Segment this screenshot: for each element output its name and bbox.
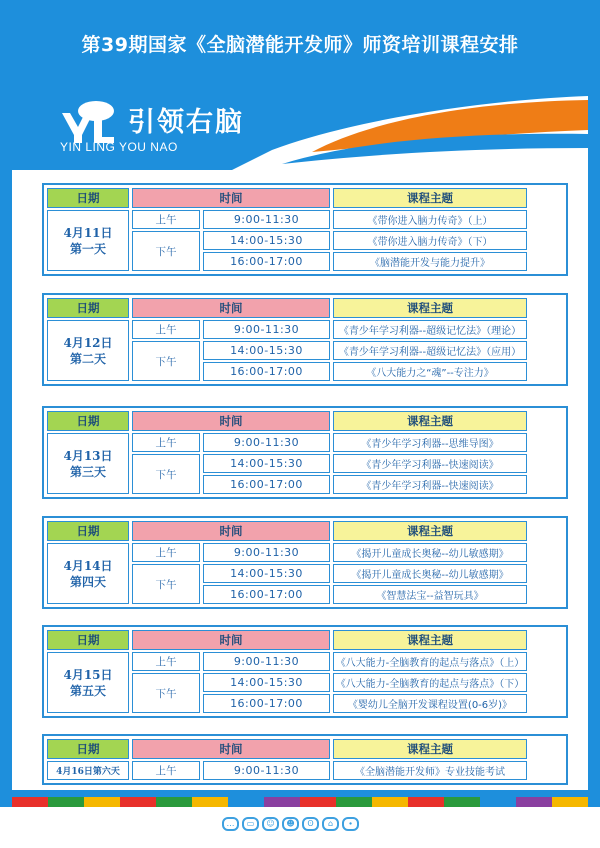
slot-pm: 下午 (132, 673, 200, 713)
topic-cell: 《青少年学习利器--快速阅读》 (333, 454, 527, 473)
time-cell: 14:00-15:30 (203, 341, 330, 360)
topic-cell: 《青少年学习利器--超级记忆法》（理论） (333, 320, 527, 339)
brain-logo-icon (56, 99, 122, 145)
schedule-panel (12, 90, 588, 790)
day-label: 第二天 (69, 351, 106, 366)
slot-pm: 下午 (132, 454, 200, 494)
topic-cell: 《八大能力-全脑教育的起点与落点》（下） (333, 673, 527, 692)
stripe-segment (228, 797, 264, 807)
stripe-segment (516, 797, 552, 807)
header-date: 日期 (47, 630, 129, 650)
time-cell: 9:00-11:30 (203, 543, 330, 562)
final-day-block (42, 734, 568, 785)
time-cell: 16:00-17:00 (203, 585, 330, 604)
day-schedule-block (42, 516, 568, 609)
time-cell: 16:00-17:00 (203, 362, 330, 381)
topic-cell: 《八大能力-全脑教育的起点与落点》（上） (333, 652, 527, 671)
day-label: 第四天 (69, 574, 106, 589)
header-time: 时间 (132, 411, 330, 431)
topic-cell: 《青少年学习利器--超级记忆法》（应用） (333, 341, 527, 360)
slot-am: 上午 (132, 761, 200, 780)
slot-am: 上午 (132, 652, 200, 671)
day-schedule-block (42, 183, 568, 276)
date-cell (47, 210, 129, 271)
date-label: 4月14日 (63, 558, 113, 573)
header-time: 时间 (132, 298, 330, 318)
day-label: 第一天 (69, 241, 106, 256)
header-time: 时间 (132, 521, 330, 541)
topic-cell: 《婴幼儿全脑开发课程设置(0-6岁)》 (333, 694, 527, 713)
time-cell: 16:00-17:00 (203, 475, 330, 494)
date-cell: 4月16日第六天 (47, 761, 129, 780)
header-date: 日期 (47, 298, 129, 318)
stripe-segment (480, 797, 516, 807)
stripe-segment (444, 797, 480, 807)
topic-cell: 《脑潜能开发与能力提升》 (333, 252, 527, 271)
time-cell: 9:00-11:30 (203, 652, 330, 671)
speech-bubble-icon: … (222, 817, 239, 831)
stripe-segment (264, 797, 300, 807)
topic-cell: 《带你进入脑力传奇》（下） (333, 231, 527, 250)
topic-cell: 《智慧法宝--益智玩具》 (333, 585, 527, 604)
date-label: 4月11日 (63, 225, 113, 240)
stripe-segment (156, 797, 192, 807)
time-cell: 9:00-11:30 (203, 320, 330, 339)
date-cell (47, 652, 129, 713)
date-label: 4月13日 (63, 448, 113, 463)
date-cell (47, 433, 129, 494)
stripe-segment (12, 797, 48, 807)
slot-am: 上午 (132, 320, 200, 339)
topic-cell: 《揭开儿童成长奥秘--幼儿敏感期》 (333, 564, 527, 583)
header-topic: 课程主题 (333, 188, 527, 208)
header-topic: 课程主题 (333, 630, 527, 650)
day-label: 第三天 (69, 464, 106, 479)
chat-bubble-icon: ∙ (342, 817, 359, 831)
time-cell: 14:00-15:30 (203, 673, 330, 692)
slot-am: 上午 (132, 433, 200, 452)
date-label: 4月15日 (63, 667, 113, 682)
day-schedule-block (42, 625, 568, 718)
stripe-segment (336, 797, 372, 807)
stripe-segment (192, 797, 228, 807)
stripe-segment (372, 797, 408, 807)
date-cell (47, 320, 129, 381)
topic-cell: 《八大能力之“魂”--专注力》 (333, 362, 527, 381)
time-cell: 16:00-17:00 (203, 252, 330, 271)
time-cell: 9:00-11:30 (203, 210, 330, 229)
day-label: 第五天 (69, 683, 106, 698)
header-date: 日期 (47, 521, 129, 541)
header-time: 时间 (132, 188, 330, 208)
time-cell: 9:00-11:30 (203, 433, 330, 452)
day-schedule-block (42, 406, 568, 499)
robot-icon: ⌂ (322, 817, 339, 831)
header-topic: 课程主题 (333, 739, 527, 759)
time-cell: 9:00-11:30 (203, 761, 330, 780)
header-topic: 课程主题 (333, 298, 527, 318)
date-label: 4月12日 (63, 335, 113, 350)
header-topic: 课程主题 (333, 411, 527, 431)
slot-pm: 下午 (132, 564, 200, 604)
topic-cell: 《青少年学习利器--思维导图》 (333, 433, 527, 452)
stripe-segment (48, 797, 84, 807)
brand-name-cn: 引领右脑 (128, 107, 244, 138)
time-cell: 14:00-15:30 (203, 564, 330, 583)
day-schedule-block (42, 293, 568, 386)
color-stripe (12, 797, 588, 807)
header-time: 时间 (132, 739, 330, 759)
topic-cell: 《全脑潜能开发师》专业技能考试 (333, 761, 527, 780)
header-date: 日期 (47, 739, 129, 759)
topic-cell: 《青少年学习利器--快速阅读》 (333, 475, 527, 494)
smile-face-icon: ☻ (282, 817, 299, 831)
happy-face-icon: ☺ (262, 817, 279, 831)
stripe-segment (408, 797, 444, 807)
stripe-segment (120, 797, 156, 807)
time-cell: 16:00-17:00 (203, 694, 330, 713)
time-cell: 14:00-15:30 (203, 231, 330, 250)
slot-pm: 下午 (132, 231, 200, 271)
monster-face-icon: ʘ (302, 817, 319, 831)
slot-am: 上午 (132, 210, 200, 229)
topic-cell: 《揭开儿童成长奥秘--幼儿敏感期》 (333, 543, 527, 562)
header-date: 日期 (47, 188, 129, 208)
slot-am: 上午 (132, 543, 200, 562)
tv-icon: ▭ (242, 817, 259, 831)
date-cell (47, 543, 129, 604)
stripe-segment (84, 797, 120, 807)
time-cell: 14:00-15:30 (203, 454, 330, 473)
header-time: 时间 (132, 630, 330, 650)
header-topic: 课程主题 (333, 521, 527, 541)
page-title: 第39期国家《全脑潜能开发师》师资培训课程安排 (81, 34, 519, 56)
brand-name-en: YIN LING YOU NAO (60, 140, 178, 154)
stripe-segment (552, 797, 588, 807)
footer-bar (0, 807, 600, 848)
header-date: 日期 (47, 411, 129, 431)
topic-cell: 《带你进入脑力传奇》（上） (333, 210, 527, 229)
footer-icons (222, 817, 359, 831)
stripe-segment (300, 797, 336, 807)
slot-pm: 下午 (132, 341, 200, 381)
